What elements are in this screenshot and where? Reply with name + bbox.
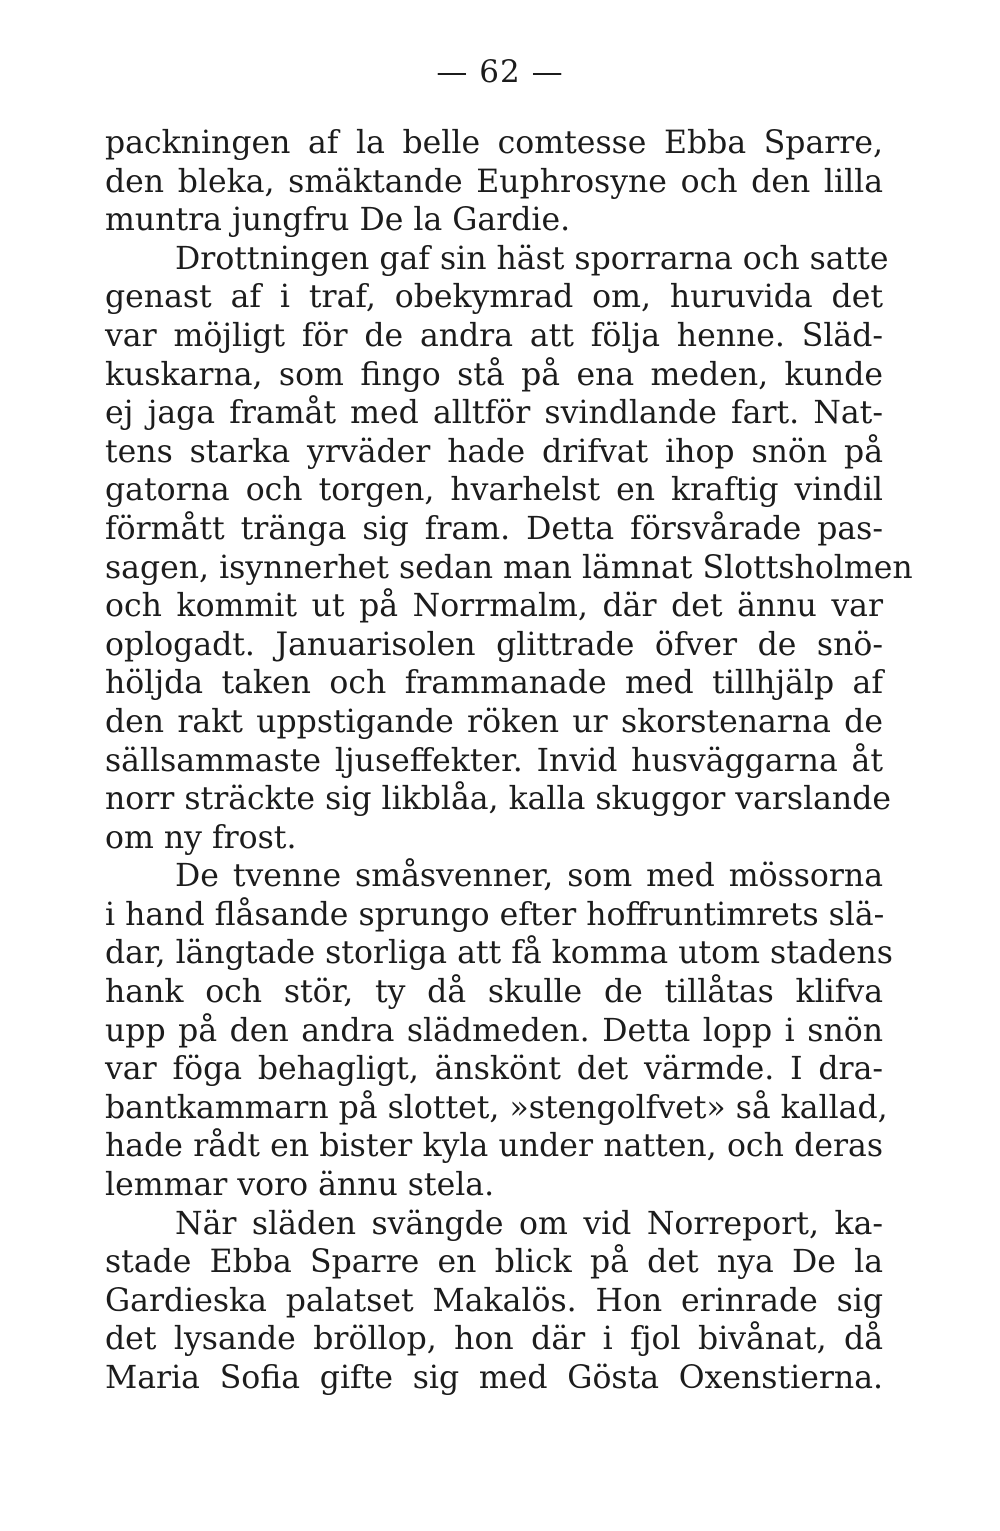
text-line: och kommit ut på Norrmalm, där det ännu var: [105, 588, 883, 625]
text-line: oplogadt. Januarisolen glittrade öfver de snö-: [105, 626, 883, 663]
text-line: tens starka yrväder hade drifvat ihop snön på: [105, 433, 883, 470]
text-line: gatorna och torgen, hvarhelst en kraftig vindil: [105, 472, 883, 509]
text-line: muntra jungfru De la Gardie.: [105, 202, 571, 239]
text-line: om ny frost.: [105, 819, 297, 856]
page-number: — 62 —: [436, 54, 564, 90]
text-line: den rakt uppstigande röken ur skorstenarna de: [105, 703, 883, 740]
text-line: den bleka, smäktande Euphrosyne och den lilla: [105, 163, 883, 200]
text-line: dar, längtade storliga att få komma utom stadens: [105, 935, 893, 972]
text-line: i hand flåsande sprungo efter hoffruntimrets slä-: [105, 896, 885, 933]
text-line: bantkammarn på slottet, »stengolfvet» så kallad,: [105, 1089, 888, 1126]
text-line: förmått tränga sig fram. Detta försvårade pas-: [105, 510, 883, 547]
text-line: Maria Sofia gifte sig med Gösta Oxenstierna.: [105, 1360, 883, 1396]
text-line: norr sträckte sig likblåa, kalla skuggor varslande: [105, 781, 892, 818]
text-line: stade Ebba Sparre en blick på det nya De la: [105, 1244, 883, 1281]
text-line: var föga behagligt, änskönt det värmde. I dra-: [105, 1051, 883, 1088]
text-line: höljda taken och frammanade med tillhjälp af: [105, 665, 883, 702]
text-line: kuskarna, som fingo stå på ena meden, kunde: [105, 356, 883, 393]
text-line: upp på den andra slädmeden. Detta lopp i snön: [105, 1012, 883, 1049]
body-text: [105, 124, 913, 1398]
text-line: packningen af la belle comtesse Ebba Sparre,: [105, 125, 883, 161]
text-line: var möjligt för de andra att följa henne. Släd-: [105, 317, 883, 354]
text-line: När släden svängde om vid Norreport, ka-: [175, 1205, 883, 1242]
text-line: lemmar voro ännu stela.: [105, 1167, 495, 1204]
text-line: ej jaga framåt med alltför svindlande fart. Nat-: [105, 395, 883, 432]
text-line: De tvenne småsvenner, som med mössorna: [175, 858, 883, 895]
text-line: Drottningen gaf sin häst sporrarna och satte: [175, 240, 889, 277]
text-line: hade rådt en bister kyla under natten, och deras: [105, 1128, 883, 1165]
text-line: genast af i traf, obekymrad om, huruvida det: [105, 279, 883, 316]
text-line: Gardieska palatset Makalös. Hon erinrade sig: [105, 1282, 883, 1319]
text-line: sagen, isynnerhet sedan man lämnat Slottsholmen: [105, 549, 913, 586]
text-line: det lysande bröllop, hon där i fjol bivånat, då: [105, 1321, 883, 1358]
text-line: hank och stör, ty då skulle de tillåtas klifva: [105, 974, 883, 1011]
text-line: sällsammaste ljuseffekter. Invid husväggarna åt: [105, 742, 883, 779]
